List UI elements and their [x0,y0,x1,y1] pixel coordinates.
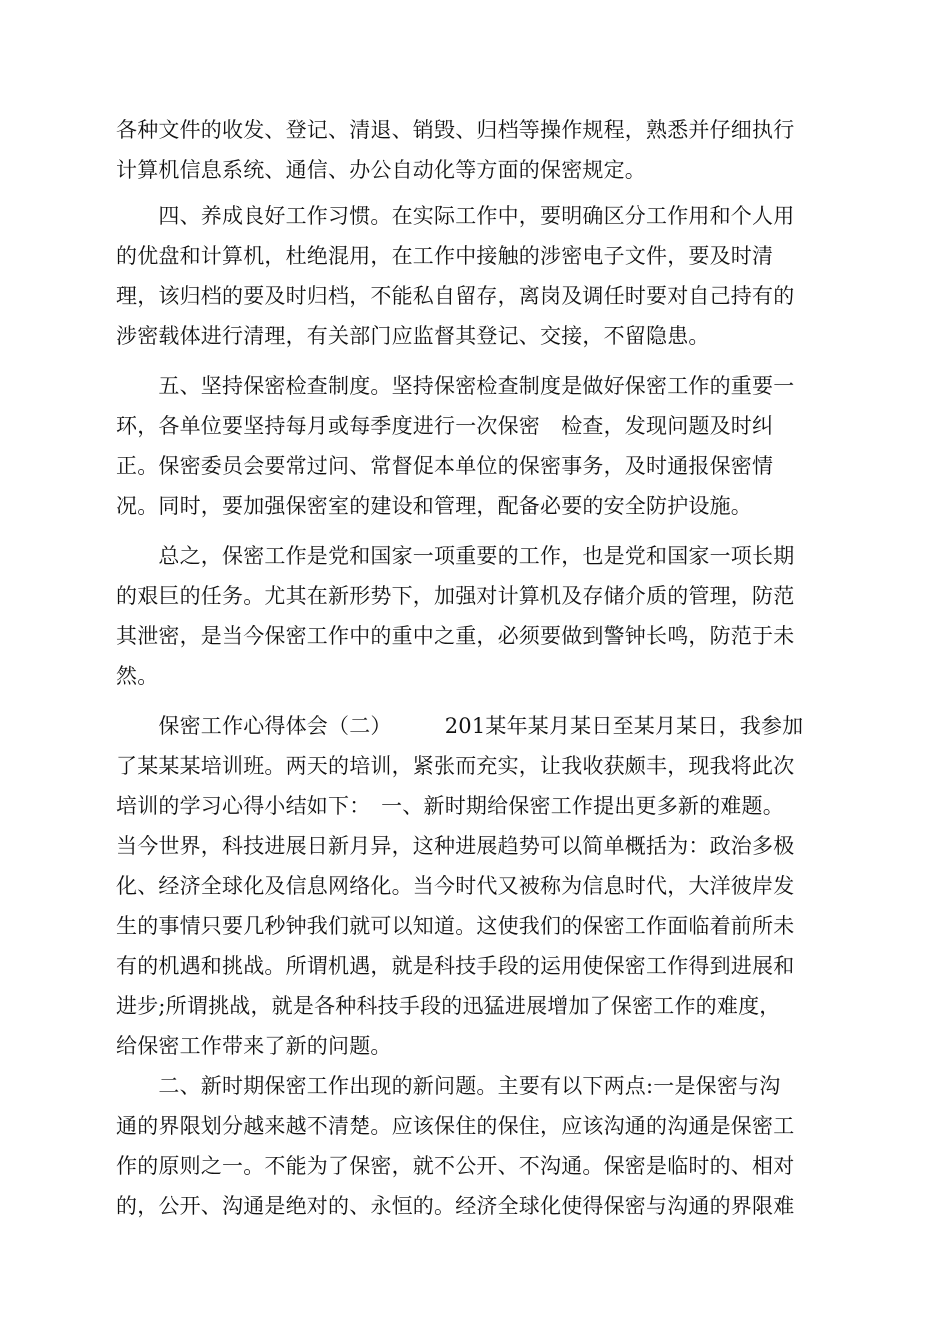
text-line: 五、坚持保密检查制度。坚持保密检查制度是做好保密工作的重要一 [116,374,795,398]
text-line: 各种文件的收发、登记、清退、销毁、归档等操作规程，熟悉并仔细执行 [116,118,795,142]
text-line: 给保密工作带来了新的问题。 [116,1034,392,1058]
text-line: 计算机信息系统、通信、办公自动化等方面的保密规定。 [116,158,646,182]
text-line: 的优盘和计算机，杜绝混用，在工作中接触的涉密电子文件，要及时清 [116,244,774,268]
paragraph-new-problems [116,1066,836,1226]
text-line: 当今世界，科技进展日新月异，这种进展趋势可以简单概括为：政治多极 [116,834,795,858]
text-line: 况。同时，要加强保密室的建设和管理，配备必要的安全防护设施。 [116,494,752,518]
text-line: 通的界限划分越来越不清楚。应该保住的保住，应该沟通的沟通是保密工 [116,1114,795,1138]
text-line: 然。 [116,664,159,688]
text-line: 理，该归档的要及时归档，不能私自留存，离岗及调任时要对自己持有的 [116,284,795,308]
paragraph-training-reflection [116,706,836,1066]
text-line: 的，公开、沟通是绝对的、永恒的。经济全球化使得保密与沟通的界限难 [116,1194,795,1218]
text-line: 其泄密，是当今保密工作中的重中之重，必须要做到警钟长鸣，防范于未 [116,624,795,648]
text-line: 正。保密委员会要常过问、常督促本单位的保密事务，及时通报保密情 [116,454,774,478]
text-line: 二、新时期保密工作出现的新问题。主要有以下两点:一是保密与沟 [116,1074,781,1098]
text-line: 保密工作心得体会（二） 201某年某月某日至某月某日，我参加 [116,714,804,738]
text-line: 环，各单位要坚持每月或每季度进行一次保密 检查，发现问题及时纠 [116,414,774,438]
paragraph-work-habits [116,196,836,356]
text-line: 生的事情只要几秒钟我们就可以知道。这使我们的保密工作面临着前所未 [116,914,795,938]
text-line: 了某某某培训班。两天的培训，紧张而充实，让我收获颇丰，现我将此次 [116,754,795,778]
text-line: 化、经济全球化及信息网络化。当今时代又被称为信息时代，大洋彼岸发 [116,874,795,898]
text-line: 涉密载体进行清理，有关部门应监督其登记、交接，不留隐患。 [116,324,710,348]
text-line: 的艰巨的任务。尤其在新形势下，加强对计算机及存储介质的管理，防范 [116,584,795,608]
paragraph-inspection-system [116,366,836,526]
text-line: 培训的学习心得小结如下： 一、新时期给保密工作提出更多新的难题。 [116,794,784,818]
paragraph-summary [116,536,836,696]
text-line: 有的机遇和挑战。所谓机遇，就是科技手段的运用使保密工作得到进展和 [116,954,795,978]
text-line: 四、养成良好工作习惯。在实际工作中，要明确区分工作用和个人用 [116,204,795,228]
text-line: 进步;所谓挑战，就是各种科技手段的迅猛进展增加了保密工作的难度， [116,994,781,1018]
text-line: 作的原则之一。不能为了保密，就不公开、不沟通。保密是临时的、相对 [116,1154,795,1178]
text-line: 总之，保密工作是党和国家一项重要的工作，也是党和国家一项长期 [116,544,795,568]
paragraph-file-handling-rules [116,110,836,190]
